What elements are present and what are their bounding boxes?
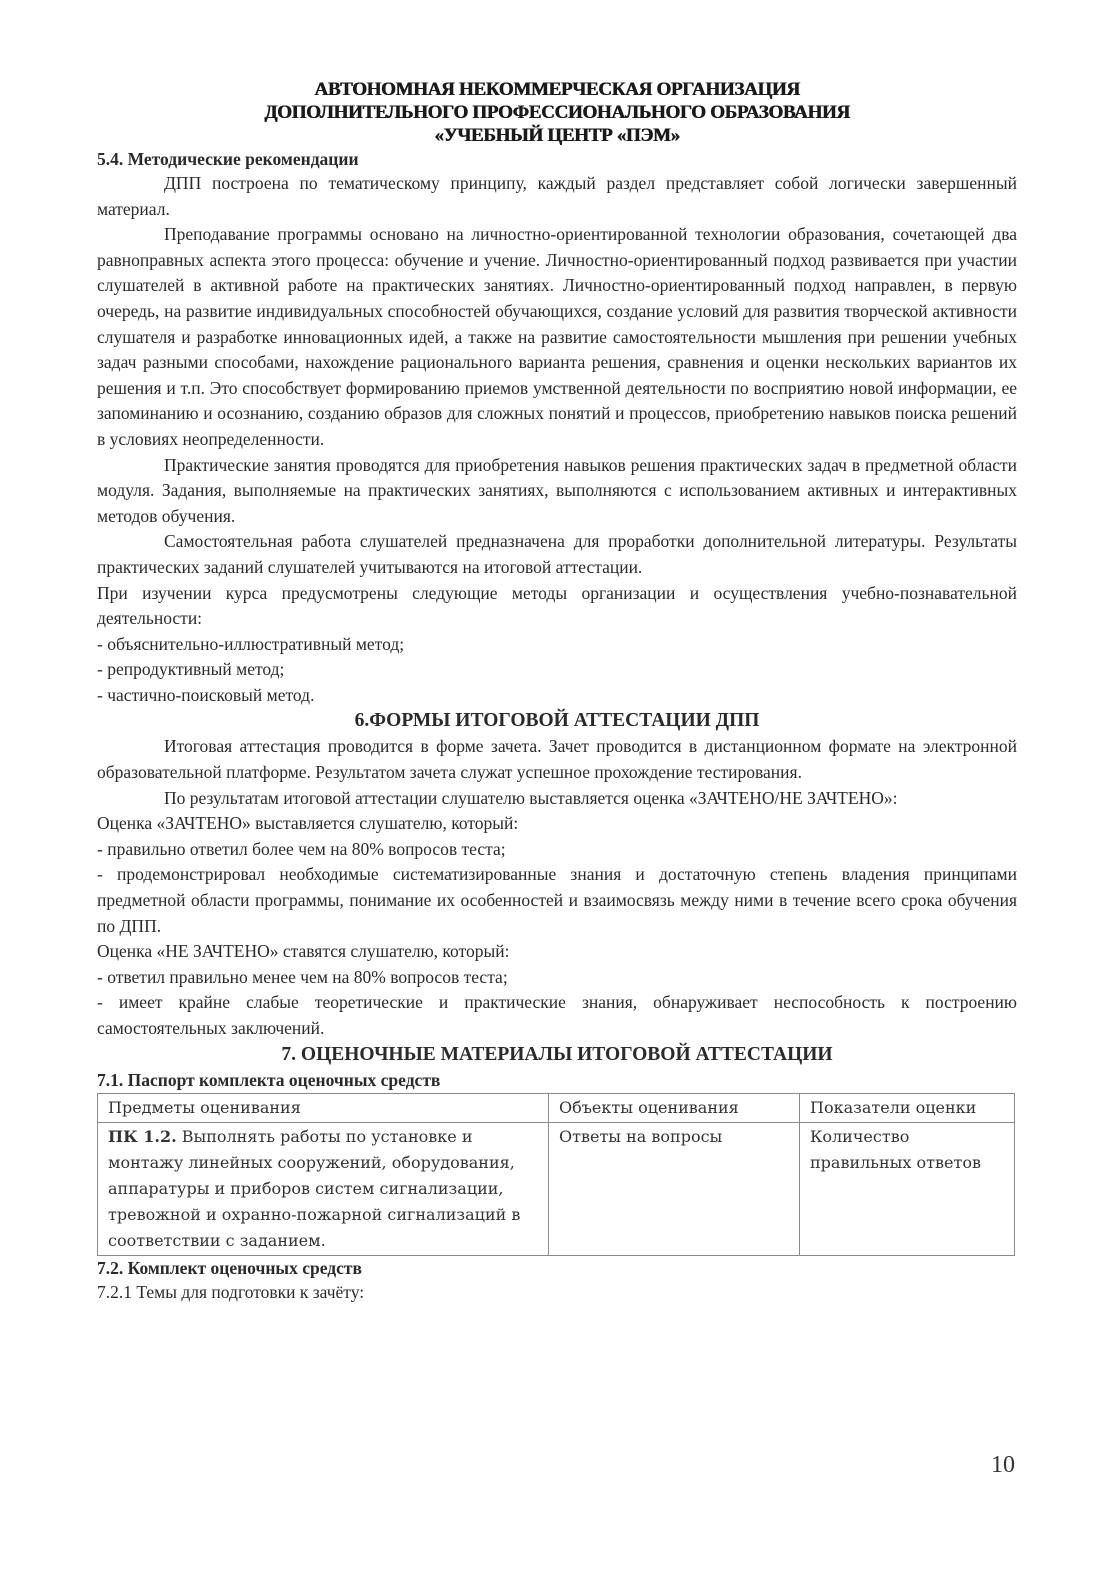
- section-7-2-heading: 7.2. Комплект оценочных средств: [97, 1257, 362, 1278]
- pass-item: - правильно ответил более чем на 80% вопросов теста;: [97, 838, 506, 859]
- paragraph: По результатам итоговой аттестации слушателю выставляется оценка «ЗАЧТЕНО/НЕ ЗАЧТЕНО»:: [164, 787, 898, 808]
- methods-intro: При изучении курса предусмотрены следующие методы организации и осуществления учебно-познавательной деятельности:: [97, 582, 1017, 629]
- table-row: [98, 1122, 1015, 1255]
- section-5-4-heading: 5.4. Методические рекомендации: [97, 149, 359, 169]
- org-line-2: ДОПОЛНИТЕЛЬНОГО ПРОФЕССИОНАЛЬНОГО ОБРАЗОВАНИЯ: [264, 102, 850, 123]
- table-cell-subject: [98, 1122, 549, 1255]
- paragraph: Самостоятельная работа слушателей предназначена для проработки дополнительной литературы. Результаты практических заданий слушателей учитываются на итоговой аттестации.: [97, 531, 1017, 577]
- table-cell-object: Ответы на вопросы: [549, 1122, 800, 1255]
- fail-intro: Оценка «НЕ ЗАЧТЕНО» ставятся слушателю, который:: [97, 941, 510, 962]
- pass-item: - продемонстрировал необходимые систематизированные знания и достаточную степень владения принципами предметной области программы, понимание их особенностей и взаимосвязь между ними в течение всего срока обучения по ДПП.: [97, 864, 1017, 936]
- competency-code: ПК 1.2.: [108, 1126, 177, 1146]
- fail-item: - имеет крайне слабые теоретические и практические знания, обнаруживает неспособность к построению самостоятельных заключений.: [97, 992, 1017, 1038]
- method-item: - репродуктивный метод;: [97, 659, 285, 680]
- paragraph: Практические занятия проводятся для приобретения навыков решения практических задач в предметной области модуля. Задания, выполняемые на практических занятиях, выполняются с использованием активных и интерактивных методов обучения.: [97, 454, 1017, 526]
- method-item: - частично-поисковый метод.: [97, 684, 315, 705]
- paragraph: ДПП построена по тематическому принципу, каждый раздел представляет собой логически завершенный материал.: [97, 173, 1017, 219]
- section-7-heading: 7. ОЦЕНОЧНЫЕ МАТЕРИАЛЫ ИТОГОВОЙ АТТЕСТАЦИИ: [281, 1043, 833, 1065]
- paragraph: Итоговая аттестация проводится в форме зачета. Зачет проводится в дистанционном формате на электронной образовательной платформе. Результатом зачета служат успешное прохождение тестирования.: [97, 736, 1017, 783]
- section-7-1-heading: 7.1. Паспорт комплекта оценочных средств: [97, 1069, 441, 1090]
- table-header-cell: Показатели оценки: [800, 1093, 1015, 1122]
- organization-header: [97, 78, 1017, 147]
- assessment-passport-table: [97, 1093, 1015, 1256]
- fail-item: - ответил правильно менее чем на 80% вопросов теста;: [97, 966, 508, 987]
- pass-intro: Оценка «ЗАЧТЕНО» выставляется слушателю, который:: [97, 813, 519, 834]
- table-cell-indicator: Количество правильных ответов: [800, 1122, 1015, 1255]
- table-header-cell: Объекты оценивания: [549, 1093, 800, 1122]
- table-header-row: [98, 1093, 1015, 1122]
- section-7-2-1-text: 7.2.1 Темы для подготовки к зачёту:: [97, 1281, 365, 1302]
- method-item: - объяснительно-иллюстративный метод;: [97, 633, 405, 654]
- org-line-1: АВТОНОМНАЯ НЕКОММЕРЧЕСКАЯ ОРГАНИЗАЦИЯ: [314, 79, 800, 100]
- paragraph: Преподавание программы основано на личностно-ориентированной технологии образования, сочетающей два равноправных аспекта этого процесса: обучение и учение. Личностно-ориентированный подход развивается при участии слушателей в активной работе на практических занятиях. Личностно-ориентированный подход направлен, в первую очередь, на развитие индивидуальных способностей обучающихся, создание условий для развития творческой активности слушателя и разработке инновационных идей, а также на развитие самостоятельности мышления при решении учебных задач разными способами, нахождение рационального варианта решения, сравнения и оценки нескольких вариантов их решения и т.п. Это способствует формированию приемов умственной деятельности по восприятию новой информации, ее запоминанию и осознанию, созданию образов для сложных понятий и процессов, приобретению навыков поиска решений в условиях неопределенности.: [97, 224, 1017, 449]
- document-page: [97, 78, 1017, 1305]
- competency-text: Выполнять работы по установке и монтажу линейных сооружений, оборудования, аппаратуры и приборов систем сигнализации, тревожной и охранно-пожарной сигнализаций в соответствии с заданием.: [108, 1126, 521, 1250]
- org-line-3: «УЧЕБНЫЙ ЦЕНТР «ПЭМ»: [434, 125, 680, 146]
- section-6-heading: 6.ФОРМЫ ИТОГОВОЙ АТТЕСТАЦИИ ДПП: [354, 710, 760, 732]
- page-number: 10: [991, 1452, 1015, 1478]
- table-header-cell: Предметы оценивания: [98, 1093, 549, 1122]
